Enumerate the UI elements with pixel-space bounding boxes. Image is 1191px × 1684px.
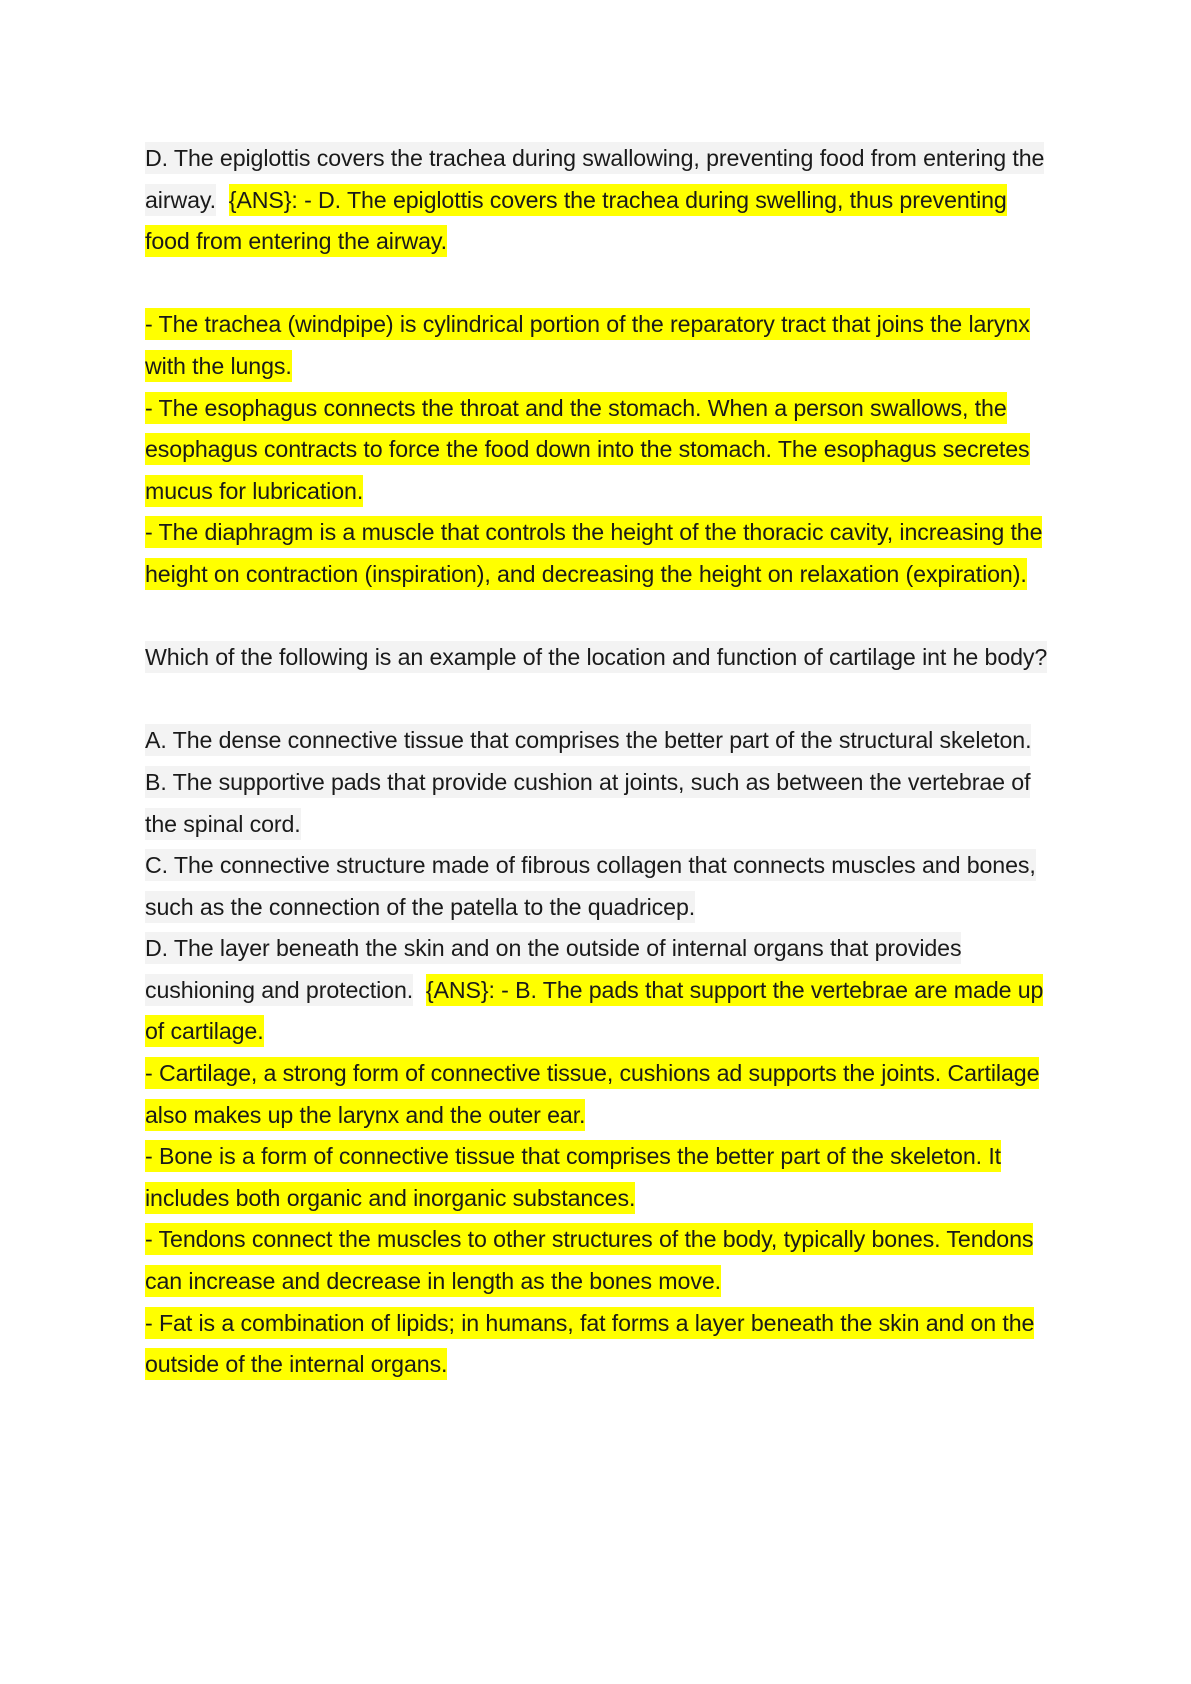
q2-answer: {ANS}: - B. The pads that support the vertebrae are made up of cartilage. (145, 974, 1043, 1048)
q2-question (145, 637, 1055, 679)
explanation-text: - The diaphragm is a muscle that controls the height of the thoracic cavity, increasing the height on contraction (inspiration), and decreasing the height on relaxation (expiration). (145, 516, 1042, 590)
q2-explanation-bone (145, 1136, 1055, 1219)
q2-explanation-fat (145, 1303, 1055, 1386)
explanation-text: - Tendons connect the muscles to other structures of the body, typically bones. Tendons can increase and decrease in length as the bones move. (145, 1223, 1033, 1297)
spacer (145, 679, 1055, 721)
option-text: C. The connective structure made of fibrous collagen that connects muscles and bones, such as the connection of the patella to the quadricep. (145, 849, 1036, 923)
explanation-text: - The trachea (windpipe) is cylindrical portion of the reparatory tract that joins the larynx with the lungs. (145, 308, 1030, 382)
question-text: Which of the following is an example of the location and function of cartilage int he body? (145, 641, 1047, 673)
q2-option-d-paragraph (145, 928, 1055, 1053)
explanation-text: - The esophagus connects the throat and the stomach. When a person swallows, the esophagus contracts to force the food down into the stomach. The esophagus secretes mucus for lubrication. (145, 392, 1030, 507)
option-text: A. The dense connective tissue that comprises the better part of the structural skeleton. (145, 724, 1031, 756)
explanation-text: - Fat is a combination of lipids; in humans, fat forms a layer beneath the skin and on the outside of the internal organs. (145, 1307, 1034, 1381)
document-page (145, 138, 1055, 1386)
q2-option-a (145, 720, 1055, 762)
q1-answer: {ANS}: - D. The epiglottis covers the trachea during swelling, thus preventing food from entering the airway. (145, 184, 1007, 258)
q2-option-b (145, 762, 1055, 845)
explanation-text: - Cartilage, a strong form of connective tissue, cushions ad supports the joints. Cartilage also makes up the larynx and the outer ear. (145, 1057, 1039, 1131)
q1-explanation-trachea (145, 304, 1055, 387)
q1-option-d-paragraph (145, 138, 1055, 263)
q2-option-d: D. The layer beneath the skin and on the outside of internal organs that provides cushioning and protection. (145, 932, 961, 1006)
q2-option-c (145, 845, 1055, 928)
option-text: B. The supportive pads that provide cushion at joints, such as between the vertebrae of the spinal cord. (145, 766, 1030, 840)
q2-explanation-cartilage (145, 1053, 1055, 1136)
q1-explanation-diaphragm (145, 512, 1055, 595)
spacer (145, 263, 1055, 305)
q1-option-d: D. The epiglottis covers the trachea during swallowing, preventing food from entering the airway. (145, 142, 1044, 216)
q1-explanation-esophagus (145, 388, 1055, 513)
explanation-text: - Bone is a form of connective tissue that comprises the better part of the skeleton. It includes both organic and inorganic substances. (145, 1140, 1001, 1214)
spacer (145, 596, 1055, 638)
q2-explanation-tendons (145, 1219, 1055, 1302)
